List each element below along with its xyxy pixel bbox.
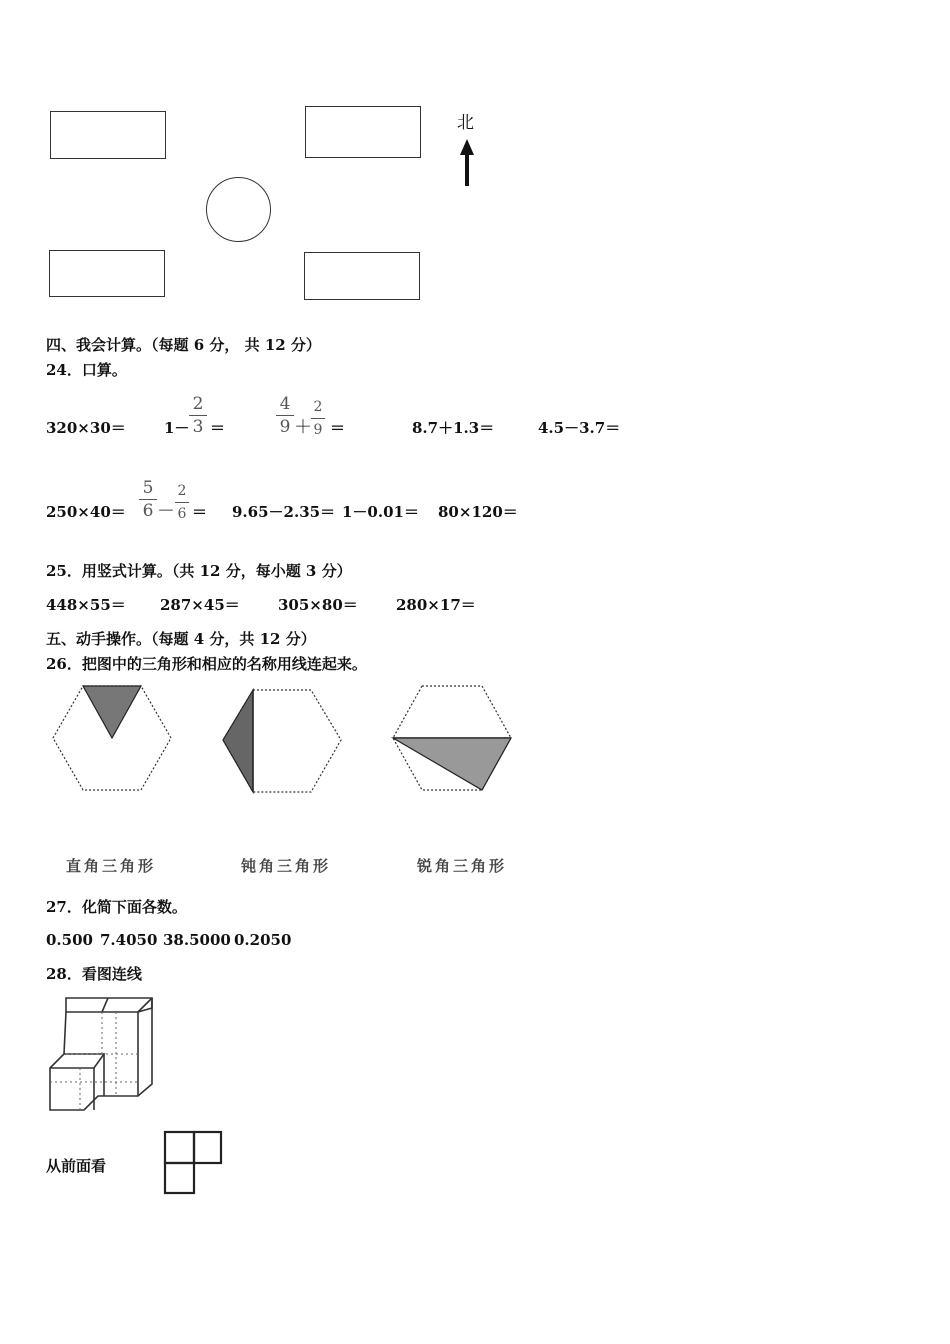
- fraction: [311, 398, 325, 439]
- north-arrow-icon: [458, 137, 476, 189]
- equals-sign: ＝: [330, 419, 346, 437]
- hexagon-figure-2: [221, 688, 345, 794]
- front-view-figure: [163, 1130, 225, 1196]
- q28-title: 28．看图连线: [46, 965, 142, 983]
- calc-item: 4.5－3.7＝: [538, 419, 621, 437]
- map-box-top-left: [50, 111, 166, 159]
- section4-title: 四、我会计算。（每题 6 分， 共 12 分）: [46, 336, 321, 354]
- fraction-numerator: 2: [192, 394, 204, 414]
- calc-item: 320×30＝: [46, 419, 126, 437]
- cube-stack-figure: [46, 996, 158, 1114]
- fraction: [139, 479, 157, 520]
- vertical-calc-item: 287×45＝: [160, 596, 240, 614]
- map-box-bottom-right: [304, 252, 420, 300]
- fraction-numerator: 5: [142, 478, 154, 498]
- triangle-label-right: 直角三角形: [66, 857, 157, 875]
- calc-item-prefix: 1－: [164, 419, 190, 437]
- q27-title: 27．化简下面各数。: [46, 898, 187, 916]
- plus-sign: ＋: [294, 417, 312, 438]
- fraction-denominator: 9: [279, 417, 291, 437]
- map-box-bottom-left: [49, 250, 165, 297]
- vertical-calc-item: 448×55＝: [46, 596, 126, 614]
- minus-sign: －: [157, 501, 175, 522]
- hexagon-figure-3: [390, 684, 514, 792]
- fraction-numerator: 2: [313, 399, 323, 415]
- map-box-top-right: [305, 106, 421, 158]
- calc-item: 80×120＝: [438, 503, 518, 521]
- hexagon-figure-1: [50, 684, 174, 792]
- fraction: [189, 395, 207, 436]
- fraction: [276, 395, 294, 436]
- fraction-numerator: 4: [279, 394, 291, 414]
- equals-sign: ＝: [192, 503, 208, 521]
- north-label: 北: [457, 113, 474, 133]
- fraction: [175, 482, 189, 523]
- calc-item: 9.65－2.35＝: [232, 503, 336, 521]
- map-center-circle: [206, 177, 271, 242]
- front-view-label: 从前面看: [46, 1157, 107, 1175]
- simplify-number: 7.4050: [100, 931, 158, 949]
- calc-item: 1－0.01＝: [342, 503, 419, 521]
- triangle-label-acute: 锐角三角形: [417, 857, 508, 875]
- calc-item: 250×40＝: [46, 503, 126, 521]
- vertical-calc-item: 305×80＝: [278, 596, 358, 614]
- fraction-denominator: 6: [142, 501, 154, 521]
- q25-title: 25．用竖式计算。（共 12 分，每小题 3 分）: [46, 562, 352, 580]
- section5-title: 五、动手操作。（每题 4 分，共 12 分）: [46, 630, 316, 648]
- fraction-denominator: 9: [313, 422, 323, 438]
- calc-item: 8.7＋1.3＝: [412, 419, 495, 437]
- fraction-denominator: 6: [177, 506, 187, 522]
- fraction-denominator: 3: [192, 417, 204, 437]
- triangle-label-obtuse: 钝角三角形: [241, 857, 332, 875]
- equals-sign: ＝: [210, 419, 226, 437]
- q26-title: 26．把图中的三角形和相应的名称用线连起来。: [46, 655, 367, 673]
- vertical-calc-item: 280×17＝: [396, 596, 476, 614]
- q24-title: 24．口算。: [46, 361, 127, 379]
- simplify-number: 38.5000: [163, 931, 231, 949]
- fraction-numerator: 2: [177, 483, 187, 499]
- simplify-number: 0.2050: [234, 931, 292, 949]
- simplify-number: 0.500: [46, 931, 93, 949]
